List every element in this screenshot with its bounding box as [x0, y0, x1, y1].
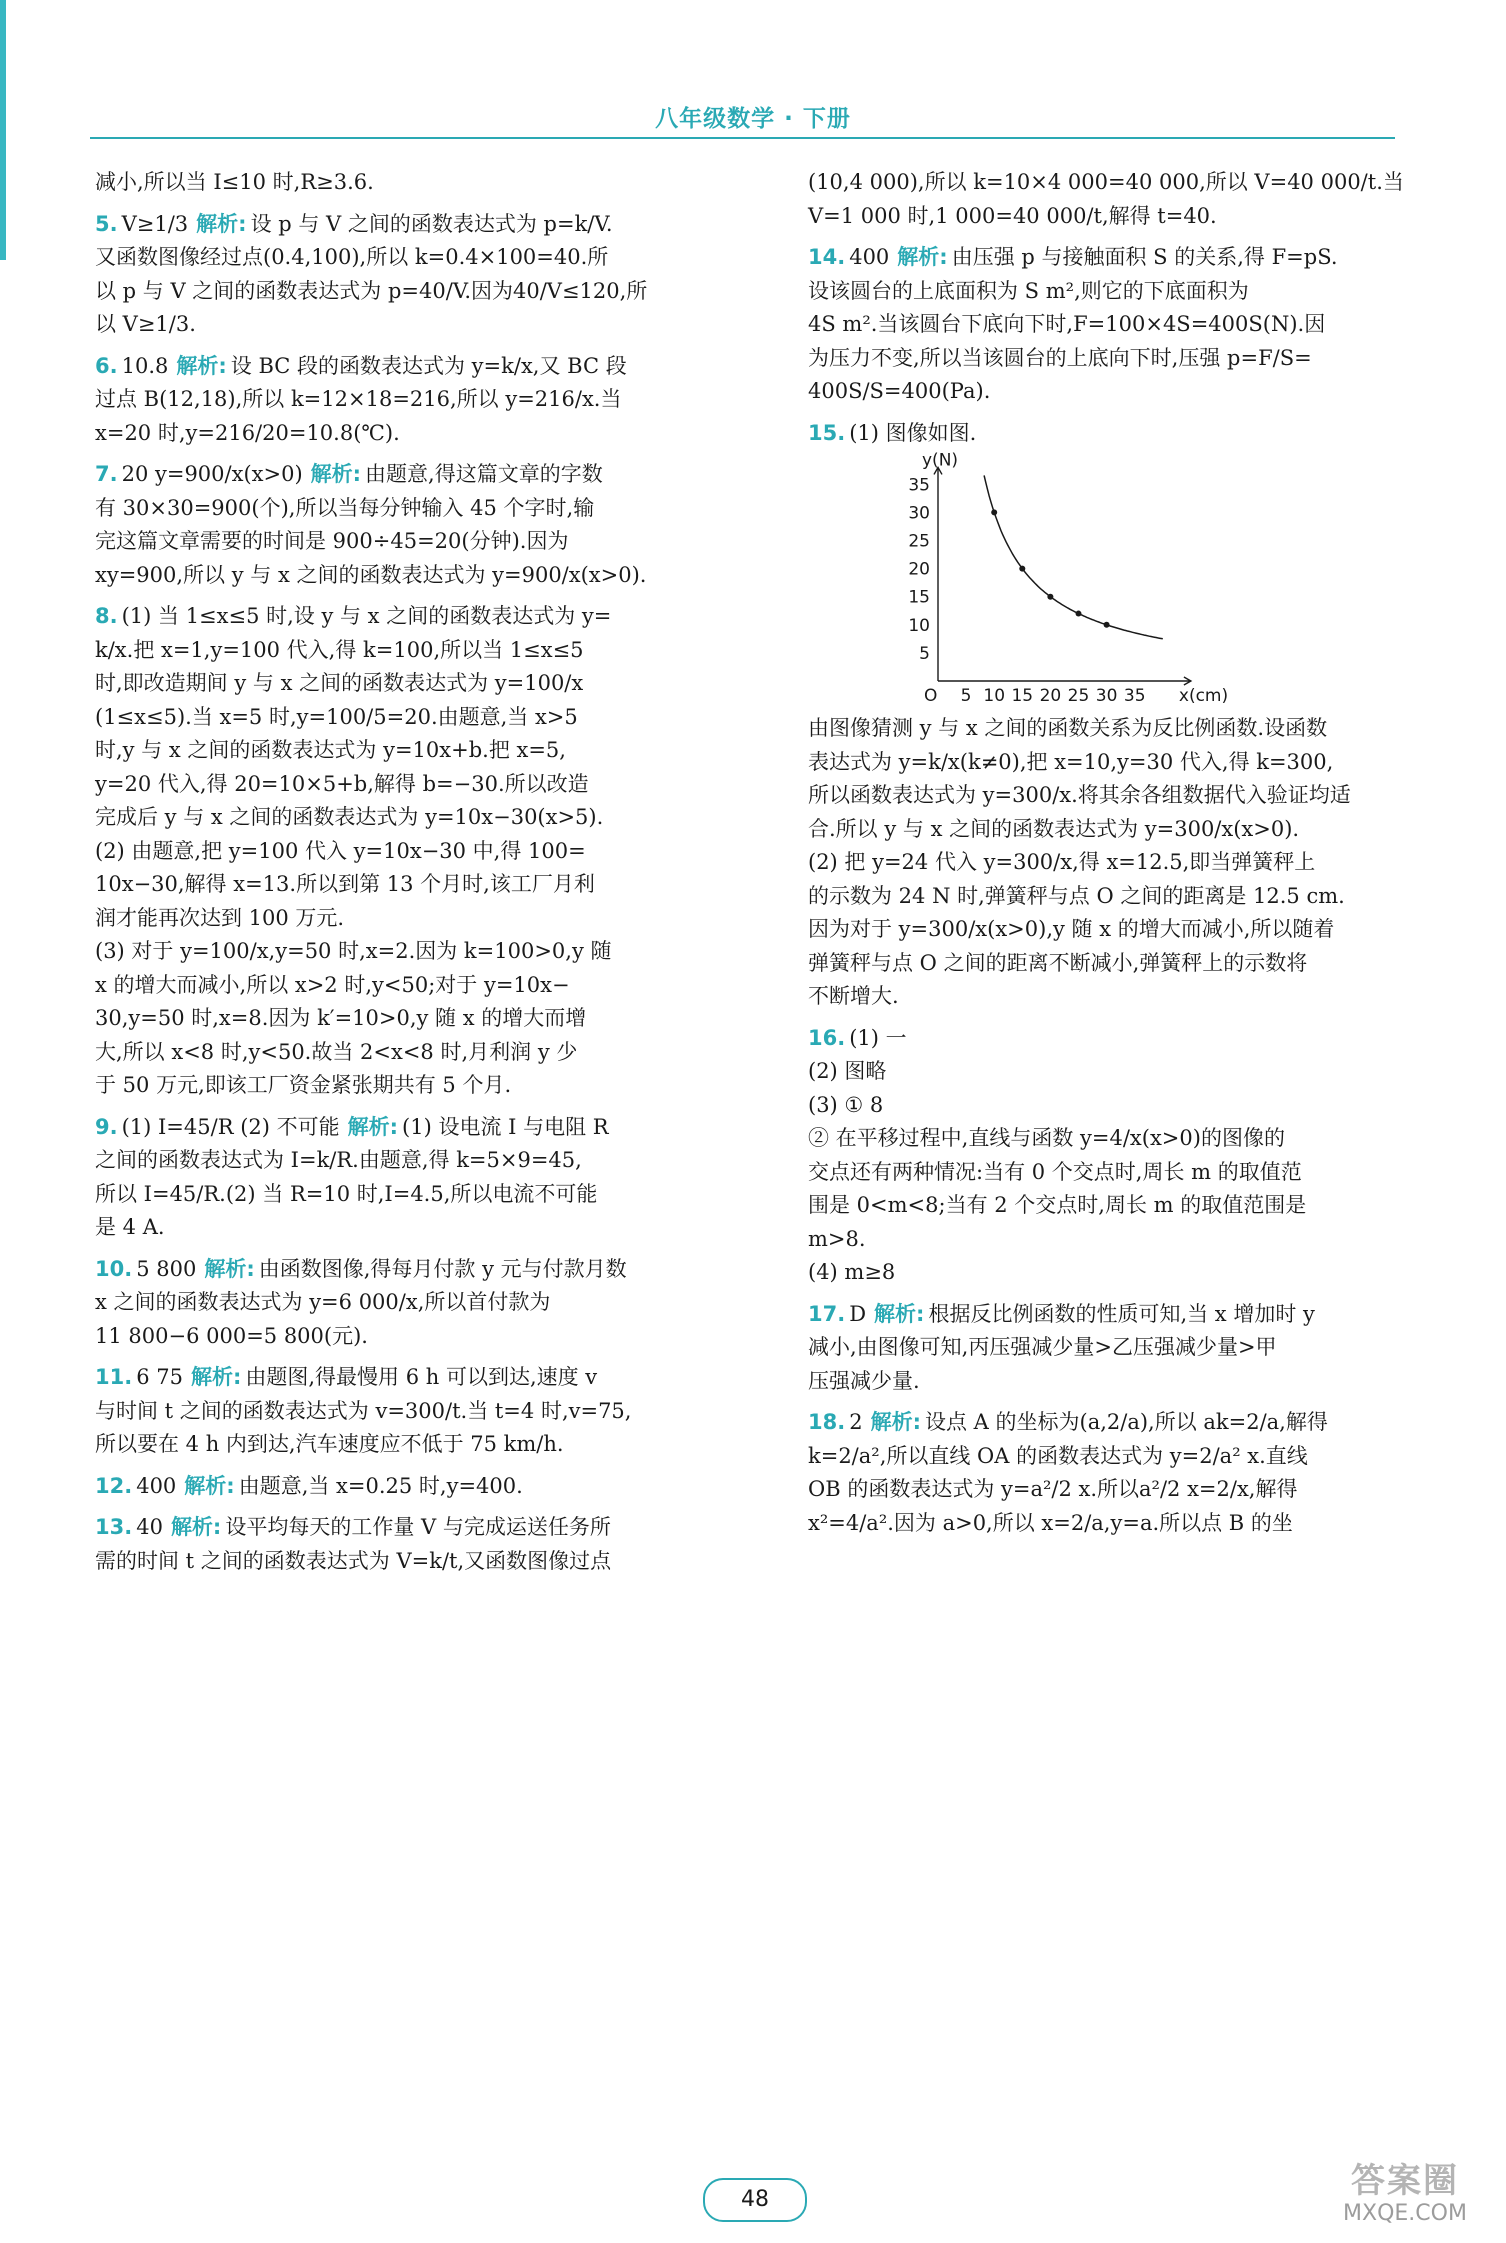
answer-line: [808, 167, 1408, 199]
answer-line: [95, 1362, 725, 1394]
analysis-label: 解析:: [870, 1410, 921, 1434]
answer-item: [95, 1362, 725, 1461]
answer-line: [95, 1179, 725, 1211]
answer-line: [808, 1332, 1408, 1364]
answer-value: 400: [136, 1473, 177, 1498]
answer-item: [95, 459, 725, 591]
answer-line: [808, 1508, 1408, 1540]
analysis-label: 解析:: [347, 1114, 399, 1139]
answer-line: [808, 1299, 1408, 1331]
answer-line: [808, 343, 1408, 375]
answer-text: (1) 当 1≤x≤5 时,设 y 与 x 之间的函数表达式为 y=: [121, 604, 612, 628]
answer-text: 设平均每天的工作量 V 与完成运送任务所: [225, 1515, 611, 1539]
answer-line: [95, 1212, 725, 1244]
x-tick-label: 20: [1039, 686, 1062, 706]
question-number: 5.: [95, 211, 118, 236]
answer-line: [95, 1254, 725, 1286]
answer-text: 时,y 与 x 之间的函数表达式为 y=10x+b.把 x=5,: [95, 738, 566, 762]
x-tick-label: 10: [983, 686, 1006, 706]
x-tick-label: 30: [1095, 686, 1118, 706]
answer-item: [95, 167, 725, 199]
question-number: 9.: [95, 1114, 118, 1139]
question-number: 18.: [808, 1410, 846, 1434]
data-point: [1047, 594, 1053, 600]
answer-text: 完成后 y 与 x 之间的函数表达式为 y=10x−30(x>5).: [95, 805, 604, 829]
answer-text: 设该圆台的上底面积为 S m²,则它的下底面积为: [808, 278, 1249, 303]
answer-line: [808, 242, 1408, 274]
y-tick-label: 30: [908, 503, 930, 524]
answer-line: [95, 1546, 725, 1578]
answer-item: [808, 713, 1408, 1013]
answer-line: [95, 1512, 725, 1544]
answer-text: 根据反比例函数的性质可知,当 x 增加时 y: [928, 1301, 1315, 1326]
data-point: [1104, 622, 1110, 628]
answer-text: 又函数图像经过点(0.4,100),所以 k=0.4×100=40.所: [95, 245, 609, 269]
answer-line: [808, 418, 1408, 450]
question-number: 8.: [95, 604, 118, 628]
watermark-title: 答案圈: [1351, 2161, 1459, 2201]
analysis-label: 解析:: [190, 1365, 242, 1389]
watermark-url: MXQE.COM: [1343, 2201, 1467, 2227]
answer-text: 400S/S=400(Pa).: [808, 379, 991, 403]
answer-text: 需的时间 t 之间的函数表达式为 V=k/t,又函数图像过点: [95, 1548, 612, 1573]
answer-text: (2) 由题意,把 y=100 代入 y=10x−30 中,得 100=: [95, 838, 586, 863]
chart-points: [991, 509, 1109, 627]
data-point: [1076, 611, 1082, 617]
answer-line: [95, 903, 725, 935]
answer-text: (3) 对于 y=100/x,y=50 时,x=2.因为 k=100>0,y 随: [95, 939, 612, 963]
answer-text: (3) ① 8: [808, 1092, 884, 1117]
answer-line: [808, 1123, 1408, 1155]
answer-text: (4) m≥8: [808, 1260, 896, 1284]
y-tick-label: 5: [919, 643, 930, 664]
answer-line: [95, 1003, 725, 1035]
answer-text: 压强减少量.: [808, 1368, 920, 1393]
answer-line: [95, 1070, 725, 1102]
answer-text: (1≤x≤5).当 x=5 时,y=100/5=20.由题意,当 x>5: [95, 704, 578, 729]
question-number: 6.: [95, 353, 118, 378]
chart-origin-label: O: [924, 686, 938, 706]
y-tick-label: 35: [908, 475, 930, 496]
answer-text: OB 的函数表达式为 y=a²/2 x.所以a²/2 x=2/x,解得: [808, 1477, 1298, 1501]
answer-text: (1) 图像如图.: [849, 420, 977, 445]
question-number: 14.: [808, 245, 846, 269]
answer-text: 于 50 万元,即该工厂资金紧张期共有 5 个月.: [95, 1073, 512, 1097]
answer-line: [95, 869, 725, 901]
answer-text: 弹簧秤与点 O 之间的距离不断减小,弹簧秤上的示数将: [808, 950, 1308, 975]
answer-line: [808, 948, 1408, 980]
answer-line: [95, 242, 725, 274]
answer-item: [95, 351, 725, 450]
y-tick-label: 20: [908, 559, 930, 580]
answer-line: [808, 747, 1408, 779]
chart-axes: [934, 467, 1191, 685]
left-column: [95, 165, 725, 1587]
answer-text: 表达式为 y=k/x(k≠0),把 x=10,y=30 代入,得 k=300,: [808, 749, 1334, 774]
answer-line: [95, 635, 725, 667]
answer-line: [808, 309, 1408, 341]
answer-text: 设 BC 段的函数表达式为 y=k/x,又 BC 段: [230, 353, 627, 378]
answer-value: 5 800: [136, 1256, 197, 1281]
answer-line: [95, 735, 725, 767]
answer-text: 完这篇文章需要的时间是 900÷45=20(分钟).因为: [95, 529, 569, 553]
question-number: 13.: [95, 1515, 133, 1539]
answer-line: [808, 1407, 1408, 1439]
answer-text: 设 p 与 V 之间的函数表达式为 p=k/V.: [250, 211, 613, 236]
y-tick-label: 15: [908, 587, 930, 608]
answer-line: [95, 276, 725, 308]
question-number: 10.: [95, 1256, 133, 1281]
answer-line: [95, 459, 725, 491]
answer-text: 交点还有两种情况:当有 0 个交点时,周长 m 的取值范: [808, 1159, 1302, 1184]
answer-text: k/x.把 x=1,y=100 代入,得 k=100,所以当 1≤x≤5: [95, 637, 584, 662]
answer-text: 不断增大.: [808, 984, 899, 1008]
answer-value: 20 y=900/x(x>0): [121, 462, 303, 486]
analysis-label: 解析:: [204, 1256, 255, 1281]
answer-text: 30,y=50 时,x=8.因为 k′=10>0,y 随 x 的增大而增: [95, 1006, 587, 1030]
answer-text: 与时间 t 之间的函数表达式为 v=300/t.当 t=4 时,v=75,: [95, 1398, 632, 1423]
answer-value: 2: [849, 1410, 863, 1434]
answer-line: [95, 836, 725, 868]
answer-text: 减小,由图像可知,丙压强减少量>乙压强减少量>甲: [808, 1335, 1277, 1359]
answer-line: [95, 560, 725, 592]
answer-line: [95, 1112, 725, 1144]
answer-value: D: [849, 1301, 867, 1326]
answer-line: [95, 1287, 725, 1319]
answer-item: [808, 418, 1408, 450]
answer-item: [95, 1512, 725, 1577]
answer-value: (1) I=45/R (2) 不可能: [121, 1114, 340, 1139]
answer-text: 所以函数表达式为 y=300/x.将其余各组数据代入验证均适: [808, 783, 1351, 807]
answer-line: [95, 493, 725, 525]
chart-ticks: [908, 475, 1145, 706]
chart-curve: [984, 475, 1163, 638]
answer-line: [95, 1321, 725, 1353]
answer-text: k=2/a²,所以直线 OA 的函数表达式为 y=2/a² x.直线: [808, 1443, 1308, 1468]
answer-item: [808, 1407, 1408, 1539]
answer-line: [95, 526, 725, 558]
answer-line: [808, 1366, 1408, 1398]
answer-text: 时,即改造期间 y 与 x 之间的函数表达式为 y=100/x: [95, 671, 584, 695]
header-rule: [90, 137, 1395, 139]
chart-y-axis-label: y(N): [922, 450, 959, 471]
answer-line: [808, 1441, 1408, 1473]
answer-text: 4S m².当该圆台下底向下时,F=100×4S=400S(N).因: [808, 312, 1326, 336]
answer-line: [95, 702, 725, 734]
answer-text: (2) 把 y=24 代入 y=300/x,得 x=12.5,即当弹簧秤上: [808, 850, 1316, 874]
right-column-top: [808, 167, 1408, 449]
answer-line: [95, 668, 725, 700]
answer-text: y=20 代入,得 20=10×5+b,解得 b=−30.所以改造: [95, 771, 589, 796]
answer-text: 的示数为 24 N 时,弹簧秤与点 O 之间的距离是 12.5 cm.: [808, 883, 1345, 908]
answer-value: 400: [849, 245, 890, 269]
answer-line: [95, 970, 725, 1002]
answer-text: x²=4/a².因为 a>0,所以 x=2/a,y=a.所以点 B 的坐: [808, 1510, 1293, 1535]
answer-text: 因为对于 y=300/x(x>0),y 随 x 的增大而减小,所以随着: [808, 917, 1335, 941]
answer-value: 10.8: [121, 353, 169, 378]
answer-line: [95, 1145, 725, 1177]
answer-text: xy=900,所以 y 与 x 之间的函数表达式为 y=900/x(x>0).: [95, 562, 647, 587]
answer-line: [95, 384, 725, 416]
answer-text: x 之间的函数表达式为 y=6 000/x,所以首付款为: [95, 1290, 551, 1314]
page-number: 48: [703, 2178, 807, 2222]
answer-value: V≥1/3: [121, 211, 189, 236]
answer-line: [808, 201, 1408, 233]
answer-text: (1) 一: [849, 1025, 907, 1050]
answer-line: [808, 376, 1408, 408]
answer-line: [95, 802, 725, 834]
question-number: 15.: [808, 420, 846, 445]
answer-text: 由题意,得这篇文章的字数: [365, 462, 603, 486]
answer-text: 所以 I=45/R.(2) 当 R=10 时,I=4.5,所以电流不可能: [95, 1181, 598, 1206]
answer-text: x 的增大而减小,所以 x>2 时,y<50;对于 y=10x−: [95, 972, 570, 997]
answer-line: [808, 713, 1408, 745]
answer-text: 11 800−6 000=5 800(元).: [95, 1323, 368, 1348]
answer-line: [95, 1396, 725, 1428]
answer-line: [808, 1474, 1408, 1506]
answer-text: 合.所以 y 与 x 之间的函数表达式为 y=300/x(x>0).: [808, 816, 1300, 841]
answer-item: [95, 1112, 725, 1244]
analysis-label: 解析:: [897, 245, 948, 269]
answer-text: 以 p 与 V 之间的函数表达式为 p=40/V.因为40/V≤120,所: [95, 278, 648, 303]
answer-text: V=1 000 时,1 000=40 000/t,解得 t=40.: [808, 203, 1217, 228]
answer-text: 为压力不变,所以当该圆台的上底向下时,压强 p=F/S=: [808, 345, 1312, 370]
answer-text: (10,4 000),所以 k=10×4 000=40 000,所以 V=40 000/t.当: [808, 170, 1404, 194]
answer-line: [95, 1037, 725, 1069]
watermark-logo: [1315, 2162, 1495, 2226]
answer-text: 由题图,得最慢用 6 h 可以到达,速度 v: [245, 1365, 598, 1389]
answer-item: [808, 1023, 1408, 1289]
answer-line: [808, 814, 1408, 846]
answer-text: (1) 设电流 I 与电阻 R: [402, 1114, 609, 1139]
answer-line: [95, 351, 725, 383]
answer-line: [95, 769, 725, 801]
x-tick-label: 15: [1011, 686, 1034, 706]
scatter-chart: [898, 450, 1229, 707]
analysis-label: 解析:: [196, 211, 247, 236]
answer-line: [95, 936, 725, 968]
answer-text: 由图像猜测 y 与 x 之间的函数关系为反比例函数.设函数: [808, 716, 1328, 740]
answer-line: [808, 847, 1408, 879]
answer-text: 由压强 p 与接触面积 S 的关系,得 F=pS.: [951, 245, 1338, 269]
answer-value: 40: [136, 1515, 163, 1539]
x-tick-label: 35: [1123, 686, 1146, 706]
answer-text: 设点 A 的坐标为(a,2/a),所以 ak=2/a,解得: [924, 1410, 1328, 1434]
right-column: [808, 165, 1408, 1549]
answer-text: 由题意,当 x=0.25 时,y=400.: [238, 1473, 523, 1498]
answer-line: [95, 167, 725, 199]
answer-text: m>8.: [808, 1226, 866, 1251]
x-tick-label: 25: [1067, 686, 1090, 706]
answer-text: 之间的函数表达式为 I=k/R.由题意,得 k=5×9=45,: [95, 1148, 582, 1172]
answer-text: x=20 时,y=216/20=10.8(℃).: [95, 420, 400, 445]
answer-line: [808, 1157, 1408, 1189]
data-point: [991, 509, 997, 515]
question-number: 11.: [95, 1365, 133, 1389]
answer-text: 大,所以 x<8 时,y<50.故当 2<x<8 时,月利润 y 少: [95, 1039, 578, 1064]
answer-line: [808, 881, 1408, 913]
answer-text: 润才能再次达到 100 万元.: [95, 905, 345, 930]
answer-line: [95, 418, 725, 450]
answer-value: 6 75: [136, 1365, 183, 1389]
analysis-label: 解析:: [184, 1473, 235, 1498]
answer-text: ② 在平移过程中,直线与函数 y=4/x(x>0)的图像的: [808, 1126, 1285, 1150]
answer-item: [808, 242, 1408, 408]
answer-item: [95, 1254, 725, 1353]
answer-line: [808, 1190, 1408, 1222]
answer-item: [95, 209, 725, 341]
question-number: 12.: [95, 1473, 133, 1498]
answer-text: 以 V≥1/3.: [95, 312, 196, 336]
question-number: 16.: [808, 1025, 846, 1050]
answer-line: [95, 1471, 725, 1503]
answer-text: (2) 图略: [808, 1059, 887, 1083]
page-header-title: 八年级数学 · 下册: [655, 106, 851, 132]
analysis-label: 解析:: [176, 353, 227, 378]
question-number: 7.: [95, 462, 118, 486]
answer-line: [808, 780, 1408, 812]
answer-line: [95, 309, 725, 341]
data-point: [1019, 566, 1025, 572]
answer-line: [95, 1429, 725, 1461]
answer-line: [95, 209, 725, 241]
answer-text: 是 4 A.: [95, 1215, 165, 1239]
answer-text: 减小,所以当 I≤10 时,R≥3.6.: [95, 170, 374, 194]
x-tick-label: 5: [960, 686, 972, 706]
y-tick-label: 10: [908, 615, 930, 636]
answer-text: 所以要在 4 h 内到达,汽车速度应不低于 75 km/h.: [95, 1432, 564, 1456]
answer-line: [808, 1090, 1408, 1122]
answer-line: [808, 1023, 1408, 1055]
answer-text: 围是 0<m<8;当有 2 个交点时,周长 m 的取值范围是: [808, 1193, 1307, 1217]
answer-text: 由函数图像,得每月付款 y 元与付款月数: [258, 1256, 627, 1281]
analysis-label: 解析:: [874, 1301, 925, 1326]
answer-text: 有 30×30=900(个),所以当每分钟输入 45 个字时,输: [95, 495, 595, 520]
answer-text: 过点 B(12,18),所以 k=12×18=216,所以 y=216/x.当: [95, 387, 622, 411]
answer-item: [808, 1299, 1408, 1398]
answer-line: [808, 914, 1408, 946]
y-tick-label: 25: [908, 531, 930, 552]
answer-line: [808, 276, 1408, 308]
answer-item: [95, 601, 725, 1102]
analysis-label: 解析:: [170, 1515, 222, 1539]
answer-line: [808, 1257, 1408, 1289]
analysis-label: 解析:: [310, 462, 362, 486]
chart-x-axis-label: x(cm): [1178, 686, 1229, 706]
answer-line: [808, 1056, 1408, 1088]
answer-text: 10x−30,解得 x=13.所以到第 13 个月时,该工厂月利: [95, 872, 595, 896]
answer-line: [95, 601, 725, 633]
answer-line: [808, 981, 1408, 1013]
right-column-bottom: [808, 713, 1408, 1539]
answer-item: [95, 1471, 725, 1503]
answer-line: [808, 1224, 1408, 1256]
answer-item: [808, 167, 1408, 232]
question-number: 17.: [808, 1301, 846, 1326]
